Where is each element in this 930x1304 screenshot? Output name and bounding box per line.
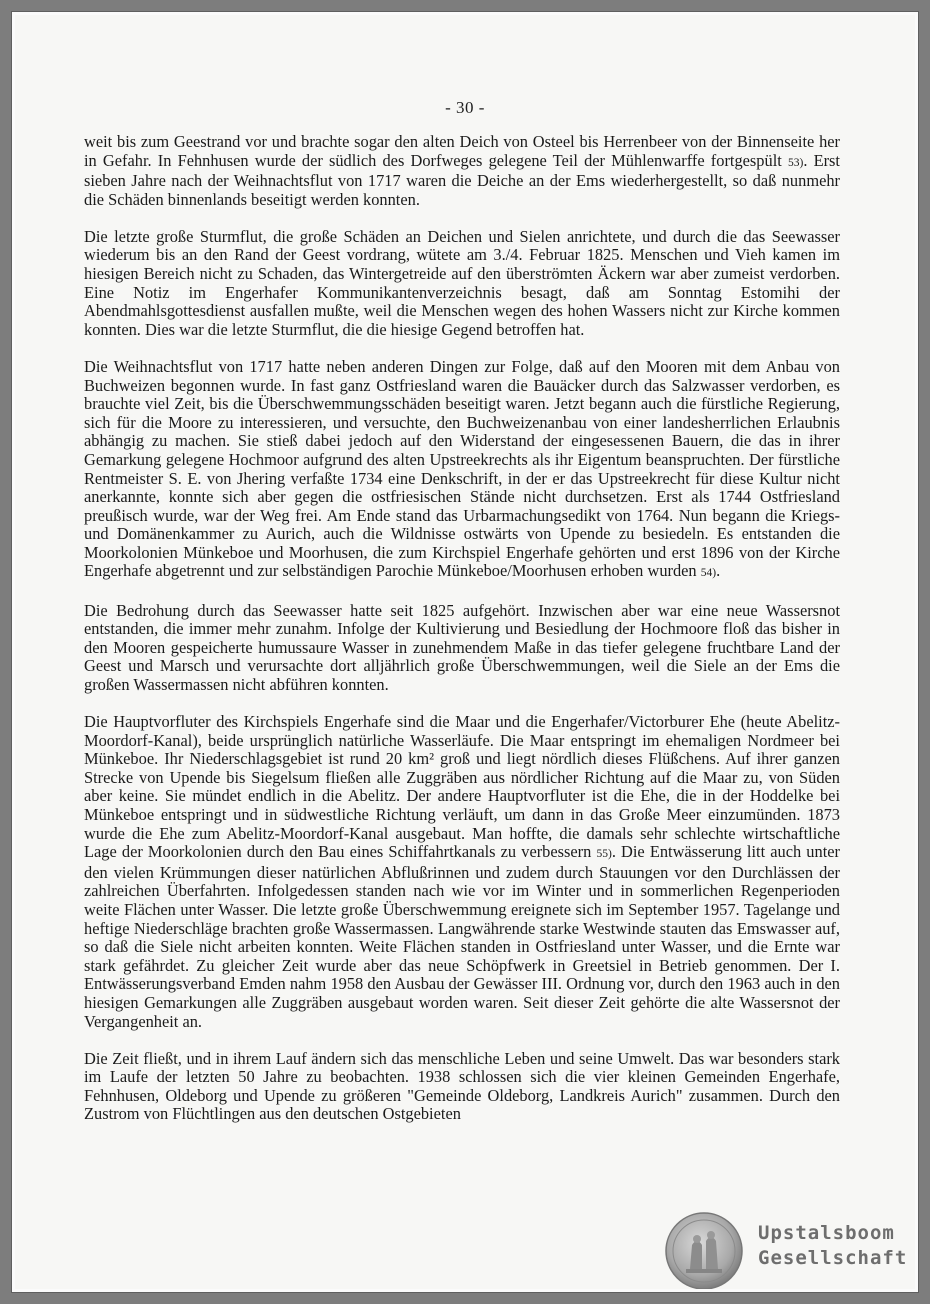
page-number: - 30 - (445, 98, 485, 117)
paragraph (84, 1050, 840, 1124)
logo-text (758, 1221, 907, 1271)
document-page (12, 12, 918, 1292)
paragraph-text: . (716, 561, 721, 581)
society-logo (664, 1207, 918, 1292)
paragraph-text: Die Weihnachtsflut von 1717 hatte neben anderen Dingen zur Folge, daß auf den Mooren mit dem Anbau von Buchweizen begonnen wurde. In fast ganz Ostfriesland waren die Bauäcker durch das Salzwasser verdorben, es brauchte viel Zeit, bis die Überschwemmungsschäden beseitigt waren. Jetzt begann auch die fürstliche Regierung, sich für die Moore zu interessieren, und versuchte, den Buchweizenanbau von einer landesherrlichen Erlaubnis abhängig zu machen. Sie stieß dabei jedoch auf den Widerstand der eingesessenen Bauern, die das in ihrer Gemarkung gelegene Hochmoor aufgrund des alten Upstreekrechts als ihr Eigentum beanspruchten. Der fürstliche Rentmeister S. E. von Jhering verfaßte 1734 eine Denkschrift, in der er das Upstreekrecht für diese Kultur nicht anerkannte, konnte sich aber gegen die ostfriesischen Stände nicht durchsetzen. Erst als 1744 Ostfriesland preußisch wurde, war der Weg frei. Am Ende stand das Urbarmachungsedikt von 1764. Nun begann die Kriegs- und Domänenkammer zu Aurich, auch die Wildnisse ostwärts von Upende zu besiedeln. Es entstanden die Moorkolonien Münkeboe und Moorhusen, die zum Kirchspiel Engerhafe gehörten und erst 1896 von der Kirche Engerhafe abgetrennt und zur selbständigen Parochie Münkeboe/Moorhusen erhoben wurden (84, 356, 840, 581)
footnote-ref: 53) (787, 156, 804, 169)
paragraph (84, 133, 840, 209)
footnote-ref: 54) (700, 567, 717, 580)
paragraph (84, 602, 840, 695)
paragraph (84, 228, 840, 340)
footnote-ref: 55) (596, 848, 612, 861)
paragraph (84, 358, 840, 583)
logo-line-2: Gesellschaft (758, 1247, 908, 1269)
paragraph-text: Die letzte große Sturmflut, die große Schäden an Deichen und Sielen anrichtete, und durch die das Seewasser wiederum bis an den Rand der Geest vordrang, wütete am 3./4. Februar 1825. Menschen und Vieh kamen im hiesigen Bereich nicht zu Schaden, das Wintergetreide auf den überströmten Äckern war aber zumeist verdorben. Eine Notiz im Engerhafer Kommunikantenverzeichnis besagt, daß am Sonntag Estomihi der Abendmahlsgottesdienst ausfallen mußte, weil die Menschen wegen des hohen Wassers nicht zur Kirche kommen konnten. Dies war die letzte Sturmflut, die die hiesige Gegend betroffen hat. (84, 226, 840, 339)
paragraph-text: Die Zeit fließt, und in ihrem Lauf ändern sich das menschliche Leben und seine Umwelt. Das war besonders stark im Laufe der letzten 50 Jahre zu beobachten. 1938 schlossen sich die vier kleinen Gemeinden Engerhafe, Fehnhusen, Oldeborg und Upende zu größeren "Gemeinde Oldeborg, Landkreis Aurich" zusammen. Durch den Zustrom von Flüchtlingen aus den deutschen Ostgebieten (84, 1048, 840, 1124)
body-text (84, 133, 840, 1143)
seal-icon (664, 1211, 744, 1291)
logo-line-1: Upstalsboom (758, 1222, 895, 1244)
paragraph-text: . Die Entwässerung litt auch unter den vielen Krümmungen dieser natürlichen Abflußrinnen und zudem durch Stauungen vor den Durchlässen der zahlreichen Überfahrten. Infolgedessen standen nach wie vor im Winter und in sommerlichen Regenperioden weite Flächen unter Wasser. Die letzte große Überschwemmung ereignete sich im September 1957. Tagelange und heftige Niederschläge brachten große Wassermassen. Langwährende starke Westwinde stauten das Emswasser auf, so daß die Siele nicht arbeiten konnten. Weite Flächen standen in Ostfriesland unter Wasser, und die Ernte war stark gefährdet. Zu gleicher Zeit wurde aber das neue Schöpfwerk in Greetsiel in Betrieb genommen. Der I. Entwässerungsverband Emden nahm 1958 den Ausbau der Gewässer III. Ordnung vor, durch den 1963 auch in den hiesigen Gemarkungen alle Zuggräben ausgebaut worden waren. Seit dieser Zeit gehörte die alte Wassersnot der Vergangenheit an. (84, 842, 840, 1031)
paragraph-text: weit bis zum Geestrand vor und brachte sogar den alten Deich von Osteel bis Herrenbeer von der Binnenseite her in Gefahr. In Fehnhusen wurde der südlich des Dorfweges gelegene Teil der Mühlenwarffe fortgespült (84, 132, 840, 170)
paragraph-text: Die Hauptvorfluter des Kirchspiels Engerhafe sind die Maar und die Engerhafer/Victorburer Ehe (heute Abelitz-Moordorf-Kanal), beide ursprünglich natürliche Wasserläufe. Die Maar entspringt im ehemaligen Nordmeer bei Münkeboe. Ihr Niederschlagsgebiet ist rund 20 km² groß und liegt nördlich dieses Flüßchens. Auf ihrer ganzen Strecke von Upende bis Siegelsum fließen alle Zuggräben aus nördlicher Richtung auf die Maar zu, von Süden aber keine. Sie mündet endlich in die Abelitz. Der andere Hauptvorfluter ist die Ehe, die in der Hoddelke bei Münkeboe entspringt und in südwestliche Richtung verläuft, um dann in das Große Meer einzumünden. 1873 wurde die Ehe zum Abelitz-Moordorf-Kanal ausgebaut. Man hoffte, die damals sehr schlechte wirtschaftliche Lage der Moorkolonien durch den Bau eines Schiffahrtkanals zu verbessern (84, 712, 840, 862)
paragraph (84, 713, 840, 1031)
paragraph-text: Die Bedrohung durch das Seewasser hatte seit 1825 aufgehört. Inzwischen aber war eine neue Wassersnot entstanden, die immer mehr zunahm. Infolge der Kultivierung und Besiedlung der Hochmoore floß das bisher in den Mooren gespeicherte humussaure Wasser in zunehmendem Maße in das tiefer gelegene fruchtbare Land der Geest und Marsch und verursachte dort alljährlich große Überschwemmungen, weil die Siele an der Ems die großen Wassermassen nicht abführen konnten. (84, 600, 840, 694)
paragraph-text: . Erst sieben Jahre nach der Weihnachtsflut von 1717 waren die Deiche an der Ems wiederhergestellt, so daß nunmehr die Schäden binnenlands beseitigt werden konnten. (84, 150, 840, 209)
